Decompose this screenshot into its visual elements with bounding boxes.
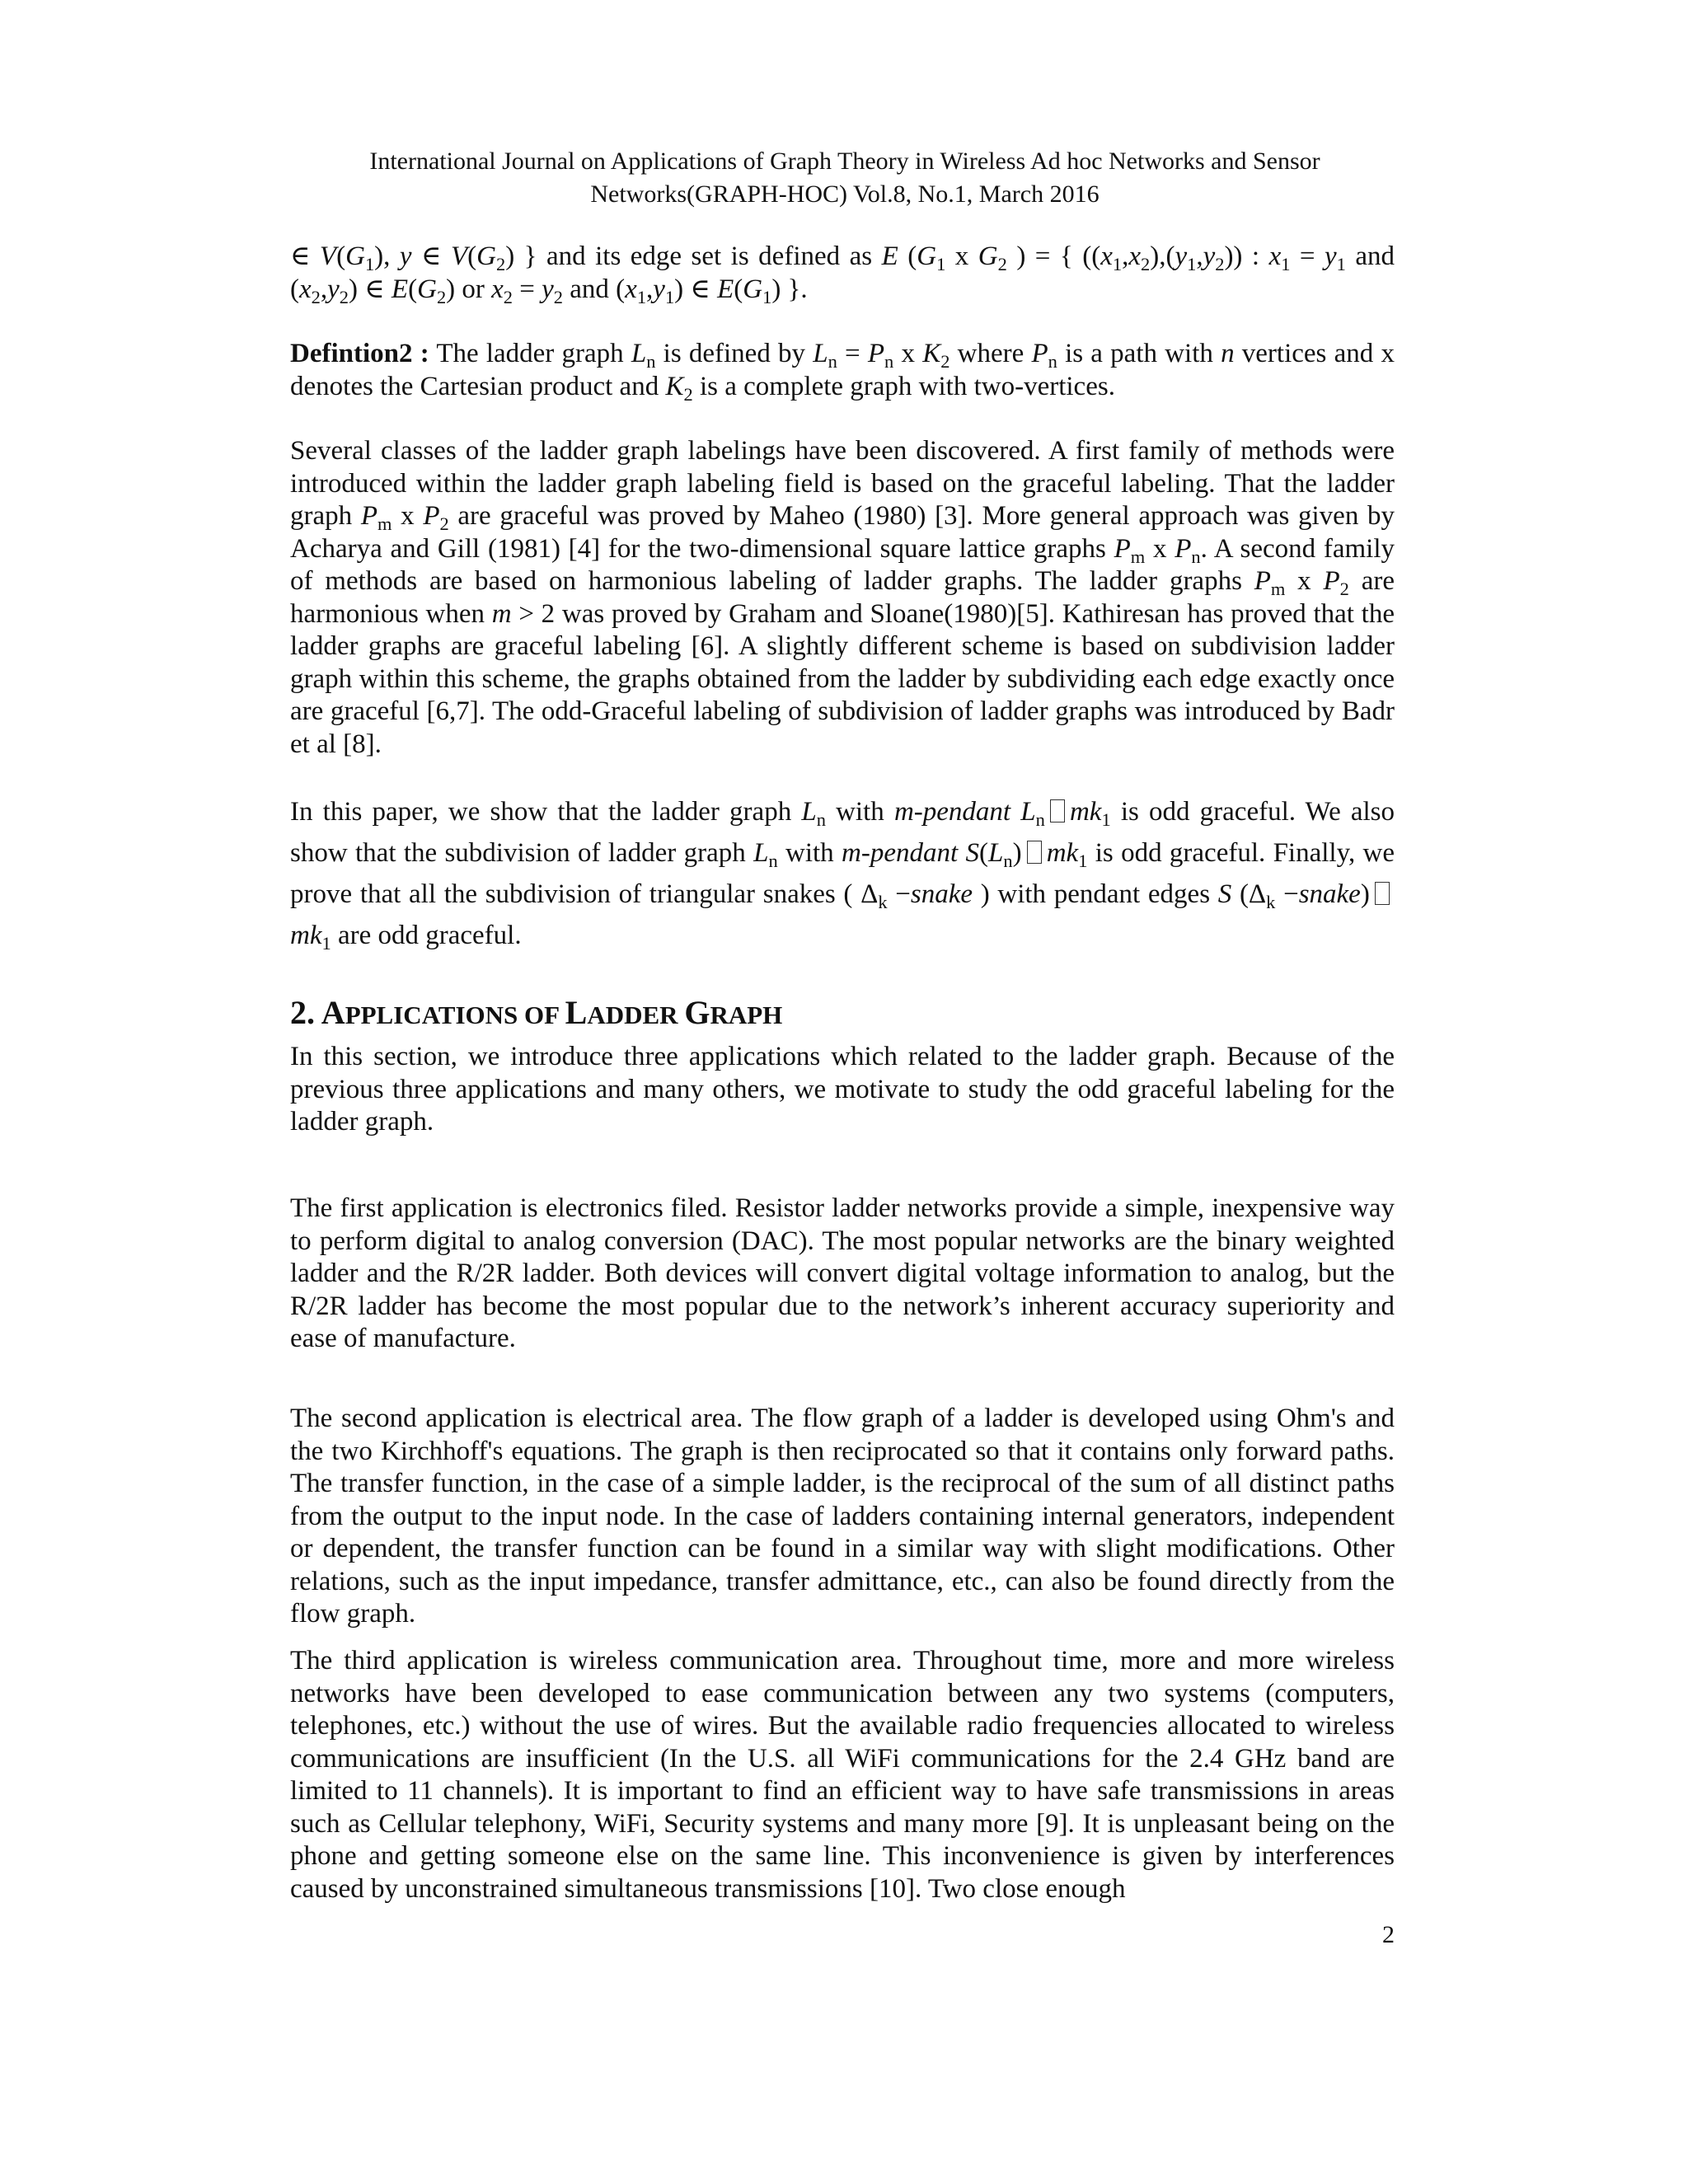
application-wireless — [290, 1645, 1395, 1905]
title-cap-l: L — [565, 994, 588, 1031]
header-line-1: International Journal on Applications of Graph Theory in Wireless Ad hoc Networks and Sensor — [369, 148, 1320, 175]
fragment-paragraph: ∈ $V(G_1)$, y ∈ $V(G_2)$ } and its edge set is defined as E ($G_1$ x $G_2$ ) = { $((x_1,x_2),(y_1,y_2))$ : $x_1 = y_1$ and $(x_2,y_2)$ ∈ $E(G_2)$ or $x_2 = y_2$ and $(x_1,y_1)$ ∈ $E(G_1)$ }. — [290, 241, 1395, 307]
application-electronics — [290, 1193, 1395, 1356]
title-cap-a: A — [321, 994, 345, 1031]
corona-symbol — [1375, 882, 1390, 905]
application-1-paragraph: The first application is electronics filed. Resistor ladder networks provide a simple, inexpensive way to perform digital to analog conversion (DAC). The most popular networks are the binary weighted ladder and the R/2R ladder. Both devices will convert digital voltage information to analog, but the R/2R ladder has become the most popular due to the network’s inherent accuracy superiority and ease of manufacture. — [290, 1193, 1395, 1353]
title-sc-3: RAPH — [710, 1001, 783, 1029]
header-line-2: Networks(GRAPH-HOC) Vol.8, No.1, March 2016 — [590, 180, 1100, 208]
corona-symbol — [1050, 799, 1065, 823]
running-header — [288, 145, 1401, 211]
application-electrical — [290, 1403, 1395, 1631]
application-3-paragraph: The third application is wireless communication area. Throughout time, more and more wireless networks have been developed to ease communication between any two systems (computers, telephones, etc.) without the use of wires. But the available radio frequencies allocated to wireless communications are insufficient (In the U.S. all WiFi communications for the 2.4 GHz band are limited to 11 channels). It is important to find an efficient way to have safe transmissions in areas such as Cellular telephony, WiFi, Security systems and many more [9]. It is unpleasant being on the phone and getting someone else on the same line. This inconvenience is given by interferences caused by unconstrained simultaneous transmissions [10]. Two close enough — [290, 1646, 1395, 1904]
history-paragraph: Several classes of the ladder graph labelings have been discovered. A first family of methods were introduced within the ladder graph labeling field is based on the graceful labeling. That the ladder graph $P_m$ x $P_2$ are graceful was proved by Maheo (1980) [3]. More general approach was given by Acharya and Gill (1981) [4] for the two-dimensional square lattice graphs $P_m$ x $P_n$. A second family of methods are based on harmonious labeling of ladder graphs. The ladder graphs $P_m$ x $P_2$ are harmonious when m > 2 was proved by Graham and Sloane(1980)[5]. Kathiresan has proved that the ladder graphs are graceful labeling [6]. A slightly different scheme is based on subdivision ladder graph within this scheme, the graphs obtained from the ladder by subdividing each edge exactly once are graceful [6,7]. The odd-Graceful labeling of subdivision of ladder graphs was introduced by Badr et al [8]. — [290, 436, 1395, 759]
corona-symbol — [1027, 841, 1042, 864]
section-number: 2. — [290, 994, 315, 1031]
paper-contribution — [290, 791, 1395, 956]
cartesian-product-fragment — [290, 241, 1395, 306]
definition-2-text: The ladder graph $L_n$ is defined by $L_n = P_n$ x $K_2$ where $P_n$ is a path with n vertices and x denotes the Cartesian product and $K_2$ is a complete graph with two-vertices. — [290, 339, 1395, 405]
title-cap-g: G — [684, 994, 710, 1031]
section-2-heading — [290, 992, 782, 1036]
title-sc-1: PPLICATIONS OF — [345, 1001, 565, 1029]
page-number: 2 — [1382, 1921, 1395, 1948]
definition-2-paragraph — [290, 338, 1395, 403]
definition-2 — [290, 338, 1395, 403]
section-2-intro — [290, 1041, 1395, 1139]
ladder-labeling-history — [290, 435, 1395, 761]
section-2-intro-paragraph: In this section, we introduce three applications which related to the ladder graph. Because of the previous three applications and many others, we motivate to study the odd graceful labeling for the ladder graph. — [290, 1042, 1395, 1137]
contribution-paragraph: In this paper, we show that the ladder graph $L_n$ with m-pendant $L_n$ $mk_1$ is odd graceful. We also show that the subdivision of ladder graph $L_n$ with m-pendant $S(L_n)$ $mk_1$ is odd graceful. Finally, we prove that all the subdivision of triangular snakes ( $\Delta_k$ −snake ) with pendant edges S ($\Delta_k$ −snake) $mk_1$ are odd graceful. — [290, 797, 1395, 954]
title-sc-2: ADDER — [587, 1001, 685, 1029]
definition-2-label: Defintion2 : — [290, 339, 429, 368]
application-2-paragraph: The second application is electrical area. The flow graph of a ladder is developed using Ohm's and the two Kirchhoff's equations. The graph is then reciprocated so that it contains only forward paths. The transfer function, in the case of a simple ladder, is the reciprocal of the sum of all distinct paths from the output to the input node. In the case of ladders containing internal generators, independent or dependent, the transfer function can be found in a similar way with slight modifications. Other relations, such as the input impedance, transfer admittance, etc., can also be found directly from the flow graph. — [290, 1404, 1395, 1629]
